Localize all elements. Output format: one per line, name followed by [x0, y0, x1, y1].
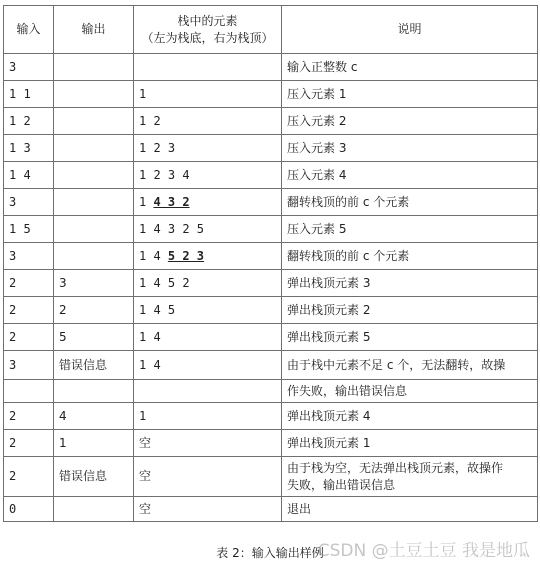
table-row — [4, 270, 538, 297]
cell-output: 2 — [54, 297, 134, 324]
stack-segment: 1 2 3 4 — [139, 167, 190, 182]
table-row — [4, 54, 538, 81]
watermark: CSDN @土豆土豆 我是地瓜 — [317, 541, 530, 561]
stack-segment: 空 — [139, 469, 152, 483]
table-row — [4, 403, 538, 430]
cell-description: 压入元素 3 — [282, 135, 538, 162]
cell-description: 输入正整数 c — [282, 54, 538, 81]
cell-stack — [134, 243, 282, 270]
cell-description: 翻转栈顶的前 c 个元素 — [282, 189, 538, 216]
table-row — [4, 297, 538, 324]
stack-reversed-segment: 5 2 3 — [167, 248, 205, 263]
header-stack-line2: （左为栈底，右为栈顶） — [141, 30, 274, 45]
cell-stack — [134, 216, 282, 243]
cell-description: 压入元素 2 — [282, 108, 538, 135]
table-row — [4, 108, 538, 135]
stack-segment: 1 — [139, 86, 147, 101]
cell-stack — [134, 324, 282, 351]
cell-stack — [134, 108, 282, 135]
stack-segment: 1 4 — [139, 248, 168, 263]
table-caption: 表 2：输入输出样例 — [216, 546, 324, 560]
cell-input: 0 — [4, 497, 54, 522]
cell-output: 5 — [54, 324, 134, 351]
cell-input: 2 — [4, 297, 54, 324]
cell-description: 翻转栈顶的前 c 个元素 — [282, 243, 538, 270]
cell-description: 由于栈为空，无法弹出栈顶元素，故操作 失败，输出错误信息 — [282, 457, 538, 497]
table-row — [4, 497, 538, 522]
table-row — [4, 135, 538, 162]
cell-input: 3 — [4, 243, 54, 270]
stack-segment: 1 4 — [139, 357, 161, 372]
cell-description: 弹出栈顶元素 5 — [282, 324, 538, 351]
cell-description: 压入元素 4 — [282, 162, 538, 189]
header-input: 输入 — [4, 6, 54, 54]
cell-stack — [134, 351, 282, 380]
stack-segment: 1 2 3 — [139, 140, 176, 155]
cell-output — [54, 380, 134, 403]
cell-description: 退出 — [282, 497, 538, 522]
cell-stack — [134, 297, 282, 324]
cell-description: 压入元素 1 — [282, 81, 538, 108]
cell-stack — [134, 457, 282, 497]
stack-segment: 空 — [139, 501, 152, 516]
cell-stack — [134, 380, 282, 403]
cell-input: 2 — [4, 270, 54, 297]
cell-stack — [134, 430, 282, 457]
header-stack — [134, 6, 282, 54]
cell-output — [54, 162, 134, 189]
cell-stack — [134, 135, 282, 162]
table-row — [4, 457, 538, 497]
table-row — [4, 430, 538, 457]
cell-output: 错误信息 — [54, 457, 134, 497]
table-row — [4, 243, 538, 270]
table-row — [4, 380, 538, 403]
cell-input — [4, 380, 54, 403]
cell-description: 压入元素 5 — [282, 216, 538, 243]
cell-stack — [134, 162, 282, 189]
cell-output — [54, 243, 134, 270]
cell-stack — [134, 403, 282, 430]
cell-output: 1 — [54, 430, 134, 457]
header-description: 说明 — [282, 6, 538, 54]
cell-input: 1 1 — [4, 81, 54, 108]
cell-output — [54, 81, 134, 108]
cell-stack — [134, 54, 282, 81]
header-row — [4, 6, 538, 54]
cell-output — [54, 54, 134, 81]
table-body — [4, 54, 538, 522]
cell-input: 2 — [4, 324, 54, 351]
stack-segment: 1 — [139, 194, 154, 209]
cell-output: 4 — [54, 403, 134, 430]
cell-input: 3 — [4, 189, 54, 216]
cell-input: 1 2 — [4, 108, 54, 135]
cell-description: 弹出栈顶元素 3 — [282, 270, 538, 297]
cell-output: 错误信息 — [54, 351, 134, 380]
cell-stack — [134, 189, 282, 216]
cell-description: 弹出栈顶元素 4 — [282, 403, 538, 430]
cell-input: 3 — [4, 351, 54, 380]
cell-output — [54, 135, 134, 162]
cell-input: 3 — [4, 54, 54, 81]
io-sample-table — [3, 5, 538, 522]
header-output: 输出 — [54, 6, 134, 54]
cell-output — [54, 497, 134, 522]
cell-description: 作失败，输出错误信息 — [282, 380, 538, 403]
table-row — [4, 216, 538, 243]
stack-reversed-segment: 4 3 2 — [153, 194, 190, 209]
cell-description: 弹出栈顶元素 2 — [282, 297, 538, 324]
cell-input: 2 — [4, 430, 54, 457]
table-row — [4, 81, 538, 108]
cell-output — [54, 108, 134, 135]
stack-segment: 1 4 — [139, 329, 161, 344]
cell-input: 1 3 — [4, 135, 54, 162]
cell-input: 2 — [4, 457, 54, 497]
table-row — [4, 351, 538, 380]
stack-segment: 1 — [139, 408, 147, 423]
cell-description: 弹出栈顶元素 1 — [282, 430, 538, 457]
cell-output: 3 — [54, 270, 134, 297]
stack-segment: 1 4 3 2 5 — [139, 221, 205, 236]
cell-input: 1 4 — [4, 162, 54, 189]
stack-segment: 1 4 5 2 — [139, 275, 190, 290]
cell-stack — [134, 497, 282, 522]
table-row — [4, 324, 538, 351]
cell-output — [54, 189, 134, 216]
cell-input: 1 5 — [4, 216, 54, 243]
cell-input: 2 — [4, 403, 54, 430]
cell-stack — [134, 81, 282, 108]
stack-segment: 1 2 — [139, 113, 161, 128]
cell-output — [54, 216, 134, 243]
cell-stack — [134, 270, 282, 297]
stack-segment: 1 4 5 — [139, 302, 176, 317]
table-row — [4, 162, 538, 189]
table-row — [4, 189, 538, 216]
header-stack-line1: 栈中的元素 — [177, 13, 238, 28]
stack-segment: 空 — [139, 435, 152, 450]
cell-description: 由于栈中元素不足 c 个，无法翻转，故操 — [282, 351, 538, 380]
